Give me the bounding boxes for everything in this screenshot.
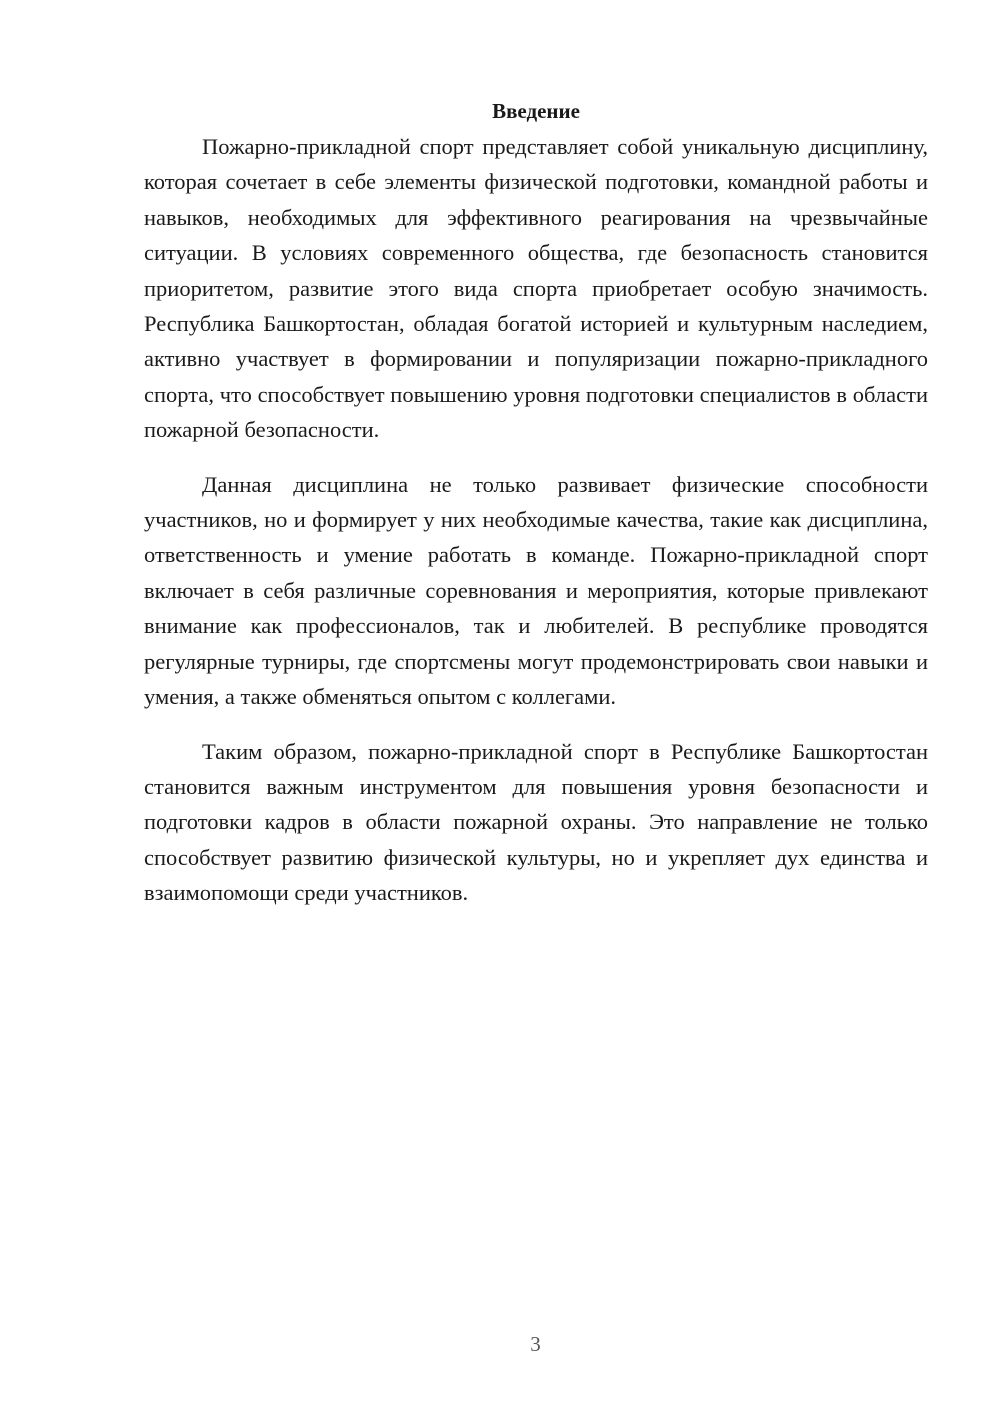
paragraph-3: Таким образом, пожарно-прикладной спорт в Республике Башкортостан становится важным инструментом для повышения уровня безопасности и подготовки кадров в области пожарной охраны. Это направление не только способствует развитию физической культуры, но и укрепляет дух единства и взаимопомощи среди участников. [144,738,928,906]
paragraph-1: Пожарно-прикладной спорт представляет собой уникальную дисциплину, которая сочетает в себе элементы физической подготовки, командной работы и навыков, необходимых для эффективного реагирования на чрезвычайные ситуации. В условиях современного общества, где безопасность становится приоритетом, развитие этого вида спорта приобретает особую значимость. Республика Башкортостан, обладая богатой историей и культурным наследием, активно участвует в формировании и популяризации пожарно-прикладного спорта, что способствует повышению уровня подготовки специалистов в области пожарной безопасности. [144,134,928,443]
page-content [144,94,928,930]
page-number: 3 [530,1332,541,1356]
paragraph-2: Данная дисциплина не только развивает физические способности участников, но и формирует у них необходимые качества, такие как дисциплина, ответственность и умение работать в команде. Пожарно-прикладной спорт включает в себя различные соревнования и мероприятия, которые привлекают внимание как профессионалов, так и любителей. В республике проводятся регулярные турниры, где спортсмены могут продемонстрировать свои навыки и умения, а также обменяться опытом с коллегами. [144,471,928,710]
section-heading: Введение [492,99,580,123]
